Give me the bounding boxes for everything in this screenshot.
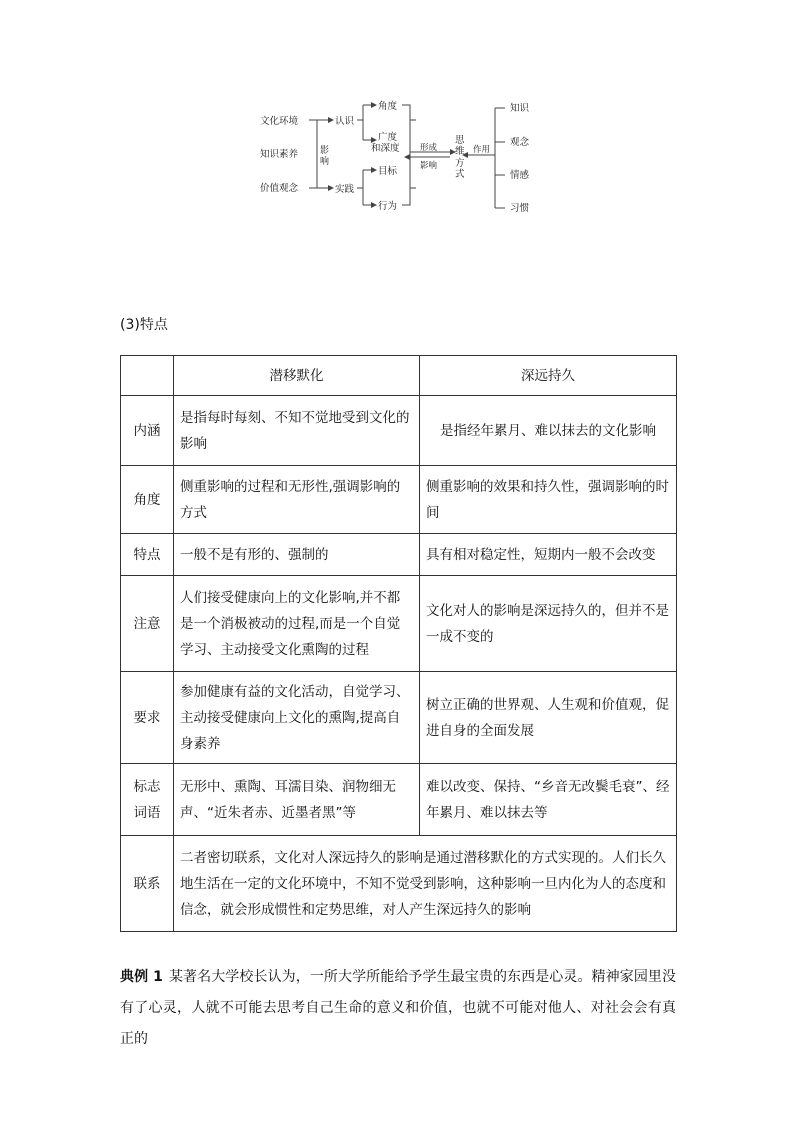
table-row bbox=[121, 396, 677, 466]
cell-lasting: 侧重影响的效果和持久性，强调影响的时间 bbox=[420, 466, 677, 534]
row-label: 标志词语 bbox=[121, 764, 174, 836]
right-node-concept: 观念 bbox=[510, 137, 530, 148]
form-label: 形成 bbox=[420, 143, 438, 153]
cell-lasting: 具有相对稳定性，短期内一般不会改变 bbox=[420, 534, 677, 576]
features-table bbox=[120, 355, 677, 932]
right-node-emotion: 情感 bbox=[510, 170, 530, 181]
table-row bbox=[121, 466, 677, 534]
table-row bbox=[121, 764, 677, 836]
mid-node-cognition: 认识 bbox=[335, 116, 355, 127]
cell-lasting: 树立正确的世界观、人生观和价值观，促进自身的全面发展 bbox=[420, 672, 677, 764]
cell-subtle: 人们接受健康向上的文化影响,并不都是一个消极被动的过程,而是一个自觉学习、主动接受文化熏陶的过程 bbox=[174, 576, 420, 672]
cell-subtle: 是指每时每刻、不知不觉地受到文化的影响 bbox=[174, 396, 420, 466]
right-node-habit: 习惯 bbox=[510, 203, 530, 214]
table-row bbox=[121, 534, 677, 576]
example-paragraph bbox=[120, 962, 676, 1055]
row-label: 联系 bbox=[121, 836, 174, 932]
example-tag: 典例 1 bbox=[120, 969, 163, 985]
left-node-knowledge: 知识素养 bbox=[260, 149, 299, 160]
thinking-char-2: 维 bbox=[455, 146, 465, 157]
branch-angle: 角度 bbox=[378, 101, 398, 112]
row-label: 注意 bbox=[121, 576, 174, 672]
header-corner bbox=[121, 356, 174, 396]
cell-subtle: 无形中、熏陶、耳濡目染、润物细无声、“近朱者赤、近墨者黑”等 bbox=[174, 764, 420, 836]
cell-subtle: 侧重影响的过程和无形性,强调影响的方式 bbox=[174, 466, 420, 534]
row-label: 角度 bbox=[121, 466, 174, 534]
culture-influence-diagram bbox=[0, 0, 794, 240]
left-node-values: 价值观念 bbox=[260, 183, 299, 194]
row-label: 内涵 bbox=[121, 396, 174, 466]
left-node-culture-env: 文化环境 bbox=[260, 116, 299, 127]
table-row bbox=[121, 576, 677, 672]
cell-lasting: 是指经年累月、难以抹去的文化影响 bbox=[420, 396, 677, 466]
header-lasting: 深远持久 bbox=[420, 356, 677, 396]
effect-label: 作用 bbox=[473, 145, 491, 155]
right-node-knowledge: 知识 bbox=[510, 103, 530, 114]
cell-lasting: 文化对人的影响是深远持久的，但并不是一成不变的 bbox=[420, 576, 677, 672]
cell-subtle: 参加健康有益的文化活动，自觉学习、主动接受健康向上文化的熏陶,提高自身素养 bbox=[174, 672, 420, 764]
row-label: 要求 bbox=[121, 672, 174, 764]
affect-label: 影响 bbox=[420, 161, 438, 171]
table-link-row bbox=[121, 836, 677, 932]
influence-char-1: 影 bbox=[320, 146, 330, 156]
table-header-row bbox=[121, 356, 677, 396]
cell-subtle: 一般不是有形的、强制的 bbox=[174, 534, 420, 576]
row-label: 特点 bbox=[121, 534, 174, 576]
influence-char-2: 响 bbox=[320, 157, 330, 167]
branch-action: 行为 bbox=[378, 201, 398, 212]
thinking-char-4: 式 bbox=[455, 169, 465, 180]
thinking-char-1: 思 bbox=[455, 135, 465, 146]
cell-lasting: 难以改变、保持、“乡音无改鬓毛衰”、经年累月、难以抹去等 bbox=[420, 764, 677, 836]
table-row bbox=[121, 672, 677, 764]
header-subtle: 潜移默化 bbox=[174, 356, 420, 396]
example-text: 某著名大学校长认为，一所大学所能给予学生最宝贵的东西是心灵。精神家园里没有了心灵，人就不可能去思考自己生命的意义和价值，也就不可能对他人、对社会会有真正的 bbox=[120, 969, 676, 1047]
branch-depth: 和深度 bbox=[371, 143, 400, 154]
mid-node-practice: 实践 bbox=[335, 184, 355, 195]
cell-link: 二者密切联系，文化对人深远持久的影响是通过潜移默化的方式实现的。人们长久地生活在一定的文化环境中，不知不觉受到影响，这种影响一旦内化为人的态度和信念，就会形成惯性和定势思维，对人产生深远持久的影响 bbox=[174, 836, 677, 932]
section-title: (3)特点 bbox=[120, 317, 168, 333]
branch-goal: 目标 bbox=[378, 166, 398, 177]
branch-breadth: 广度 bbox=[378, 132, 398, 143]
thinking-char-3: 方 bbox=[455, 158, 465, 169]
